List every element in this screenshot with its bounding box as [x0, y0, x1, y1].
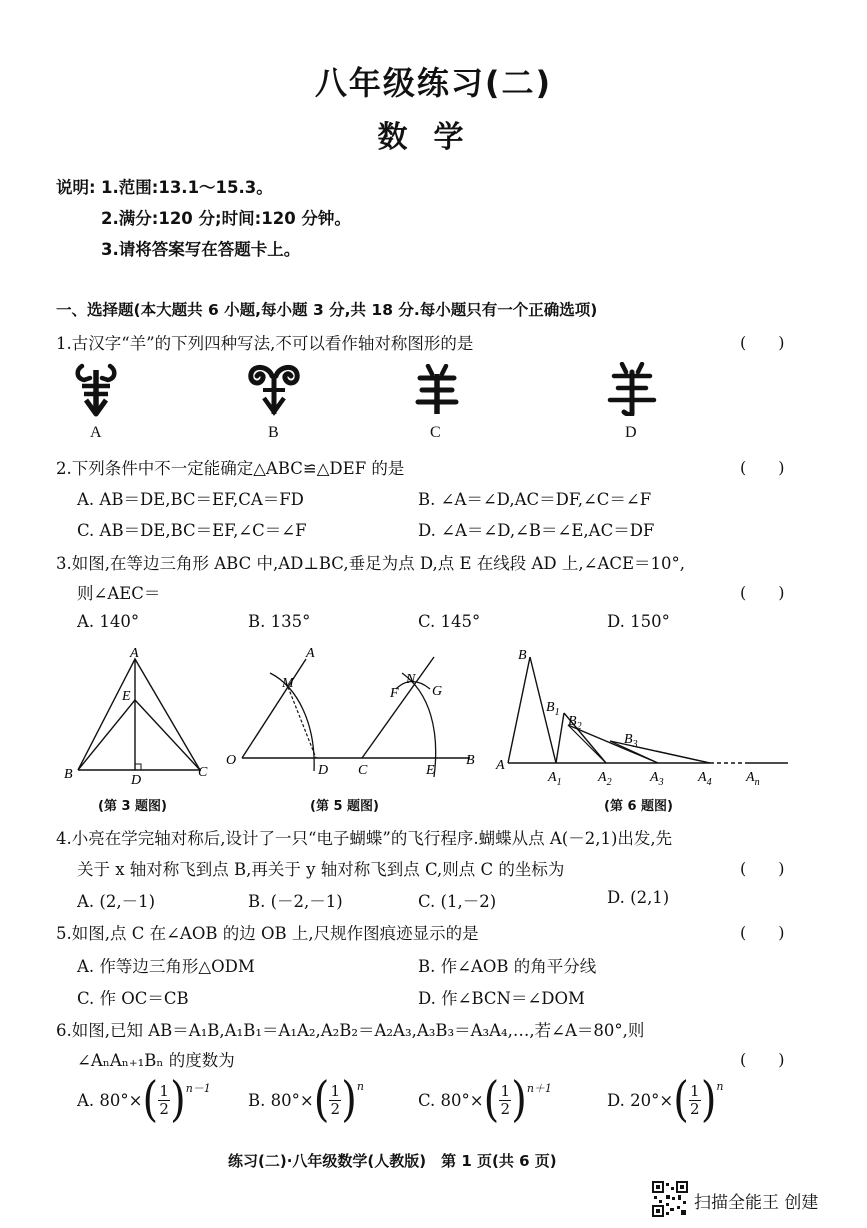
exam-title: 八年级练习(二) [314, 64, 553, 102]
fig6-label-a2: $A_2$ [598, 770, 612, 785]
q1-option-label: C [430, 424, 441, 441]
q3-option-b: B. 135° [248, 612, 311, 631]
q6-stem-line1: 6.如图,已知 AB＝A₁B,A₁B₁＝A₁A₂,A₂B₂＝A₂A₃,A₃B₃＝A₃A₄,…,若∠A＝80°,则 [56, 1021, 645, 1040]
q5-option-b: B. 作∠AOB 的角平分线 [418, 957, 597, 976]
q1-answer-paren: ( ) [740, 333, 785, 352]
q6-stem-line2: ∠AₙAₙ₊₁Bₙ 的度数为 [77, 1051, 235, 1070]
yang-glyph-a-icon [72, 362, 120, 418]
yang-glyph-c-icon [414, 364, 460, 416]
yang-glyph-b-icon [247, 362, 301, 418]
q6-option-d: D. 20°× ( 1 2 ) $^n$ [607, 1072, 724, 1128]
fig5-label-n: N [406, 672, 416, 687]
q6-option-a: A. 80°× ( 1 2 ) $^{n-1}$ [77, 1072, 211, 1128]
fig6-label-b3: $B_3$ [624, 732, 638, 750]
q2-option-b: B. ∠A＝∠D,AC＝DF,∠C＝∠F [418, 490, 652, 509]
q6-answer-paren: ( ) [740, 1050, 785, 1069]
fig6-label-a4: $A_4$ [698, 770, 712, 785]
q1-option-label: A [90, 424, 102, 441]
subject-title: 数学 [377, 120, 490, 155]
q2-option-c: C. AB＝DE,BC＝EF,∠C＝∠F [77, 521, 307, 540]
q5-option-c: C. 作 OC＝CB [77, 989, 189, 1008]
q3-option-d: D. 150° [607, 612, 670, 631]
fig5-label-d: D [318, 763, 329, 778]
q3-answer-paren: ( ) [740, 583, 785, 602]
scanner-watermark: 扫描全能王 创建 [694, 1193, 819, 1213]
q4-option-c: C. (1,－2) [418, 892, 497, 911]
q5-option-d: D. 作∠BCN＝∠DOM [418, 989, 585, 1008]
figure-6-diagram [490, 645, 790, 785]
q4-option-b: B. (－2,－1) [248, 892, 343, 911]
q5-stem: 5.如图,点 C 在∠AOB 的边 OB 上,尺规作图痕迹显示的是 [56, 924, 479, 943]
fig3-label-e: E [122, 689, 131, 704]
fig6-label-b: B [518, 648, 527, 663]
fig5-label-m: M [282, 676, 294, 691]
q6-option-b: B. 80°× ( 1 2 ) $^n$ [248, 1072, 364, 1128]
q4-option-d: D. (2,1) [607, 888, 670, 907]
q6-option-c: C. 80°× ( 1 2 ) $^{n+1}$ [418, 1072, 552, 1128]
fig5-label-g: G [432, 684, 443, 699]
qr-code-icon [652, 1181, 688, 1217]
fig5-label-a: A [306, 646, 315, 661]
q2-stem: 2.下列条件中不一定能确定△ABC≌△DEF 的是 [56, 459, 405, 478]
q3-stem-line2: 则∠AEC＝ [77, 584, 161, 603]
figure-5-caption: (第 5 题图) [310, 799, 379, 814]
figure-5-diagram [222, 645, 488, 785]
q5-option-a: A. 作等边三角形△ODM [77, 957, 255, 976]
q1-option-label: B [268, 424, 279, 441]
instructions-label: 说明: [56, 178, 96, 197]
fig5-label-f: F [390, 686, 399, 701]
q1-stem: 1.古汉字“羊”的下列四种写法,不可以看作轴对称图形的是 [56, 334, 474, 353]
fig5-label-c: C [358, 763, 368, 778]
fig3-label-b: B [64, 767, 73, 782]
page-footer: 练习(二)·八年级数学(人教版) 第 1 页(共 6 页) [228, 1152, 557, 1170]
q4-answer-paren: ( ) [740, 859, 785, 878]
q4-option-a: A. (2,－1) [77, 892, 156, 911]
q4-stem-line2: 关于 x 轴对称飞到点 B,再关于 y 轴对称飞到点 C,则点 C 的坐标为 [77, 860, 565, 879]
figure-6-caption: (第 6 题图) [604, 799, 673, 814]
fig6-label-a: A [496, 758, 505, 773]
section-heading: 一、选择题(本大题共 6 小题,每小题 3 分,共 18 分.每小题只有一个正确选项) [56, 301, 598, 319]
q1-option-label: D [625, 424, 637, 441]
q2-option-a: A. AB＝DE,BC＝EF,CA＝FD [77, 490, 304, 509]
q3-option-c: C. 145° [418, 612, 481, 631]
fig6-label-b2: $B_2$ [568, 714, 582, 732]
fig6-label-a1: $A_1$ [548, 770, 562, 785]
q3-option-a: A. 140° [77, 612, 140, 631]
fig5-label-b: B [466, 753, 475, 768]
fig3-label-d: D [131, 773, 142, 785]
q2-option-d: D. ∠A＝∠D,∠B＝∠E,AC＝DF [418, 521, 655, 540]
q5-answer-paren: ( ) [740, 923, 785, 942]
instruction-item: 2.满分:120 分;时间:120 分钟。 [101, 209, 351, 228]
figure-3-caption: (第 3 题图) [98, 799, 167, 814]
fig6-label-a3: $A_3$ [650, 770, 664, 785]
figure-3-diagram [60, 645, 220, 785]
q3-stem-line1: 3.如图,在等边三角形 ABC 中,AD⊥BC,垂足为点 D,点 E 在线段 AD 上,∠ACE＝10°, [56, 554, 686, 573]
fig3-label-c: C [198, 765, 208, 780]
fig3-label-a: A [130, 646, 139, 661]
fig6-label-an: $A_n$ [746, 770, 760, 785]
instruction-item: 1.范围:13.1～15.3。 [101, 178, 273, 197]
fig5-label-e: E [426, 763, 435, 778]
q4-stem-line1: 4.小亮在学完轴对称后,设计了一只“电子蝴蝶”的飞行程序.蝴蝶从点 A(－2,1)出发,先 [56, 829, 673, 848]
q2-answer-paren: ( ) [740, 458, 785, 477]
fig6-label-b1: $B_1$ [546, 700, 560, 718]
fig5-label-o: O [226, 753, 237, 768]
yang-glyph-d-icon [606, 362, 658, 416]
instruction-item: 3.请将答案写在答题卡上。 [101, 240, 301, 259]
